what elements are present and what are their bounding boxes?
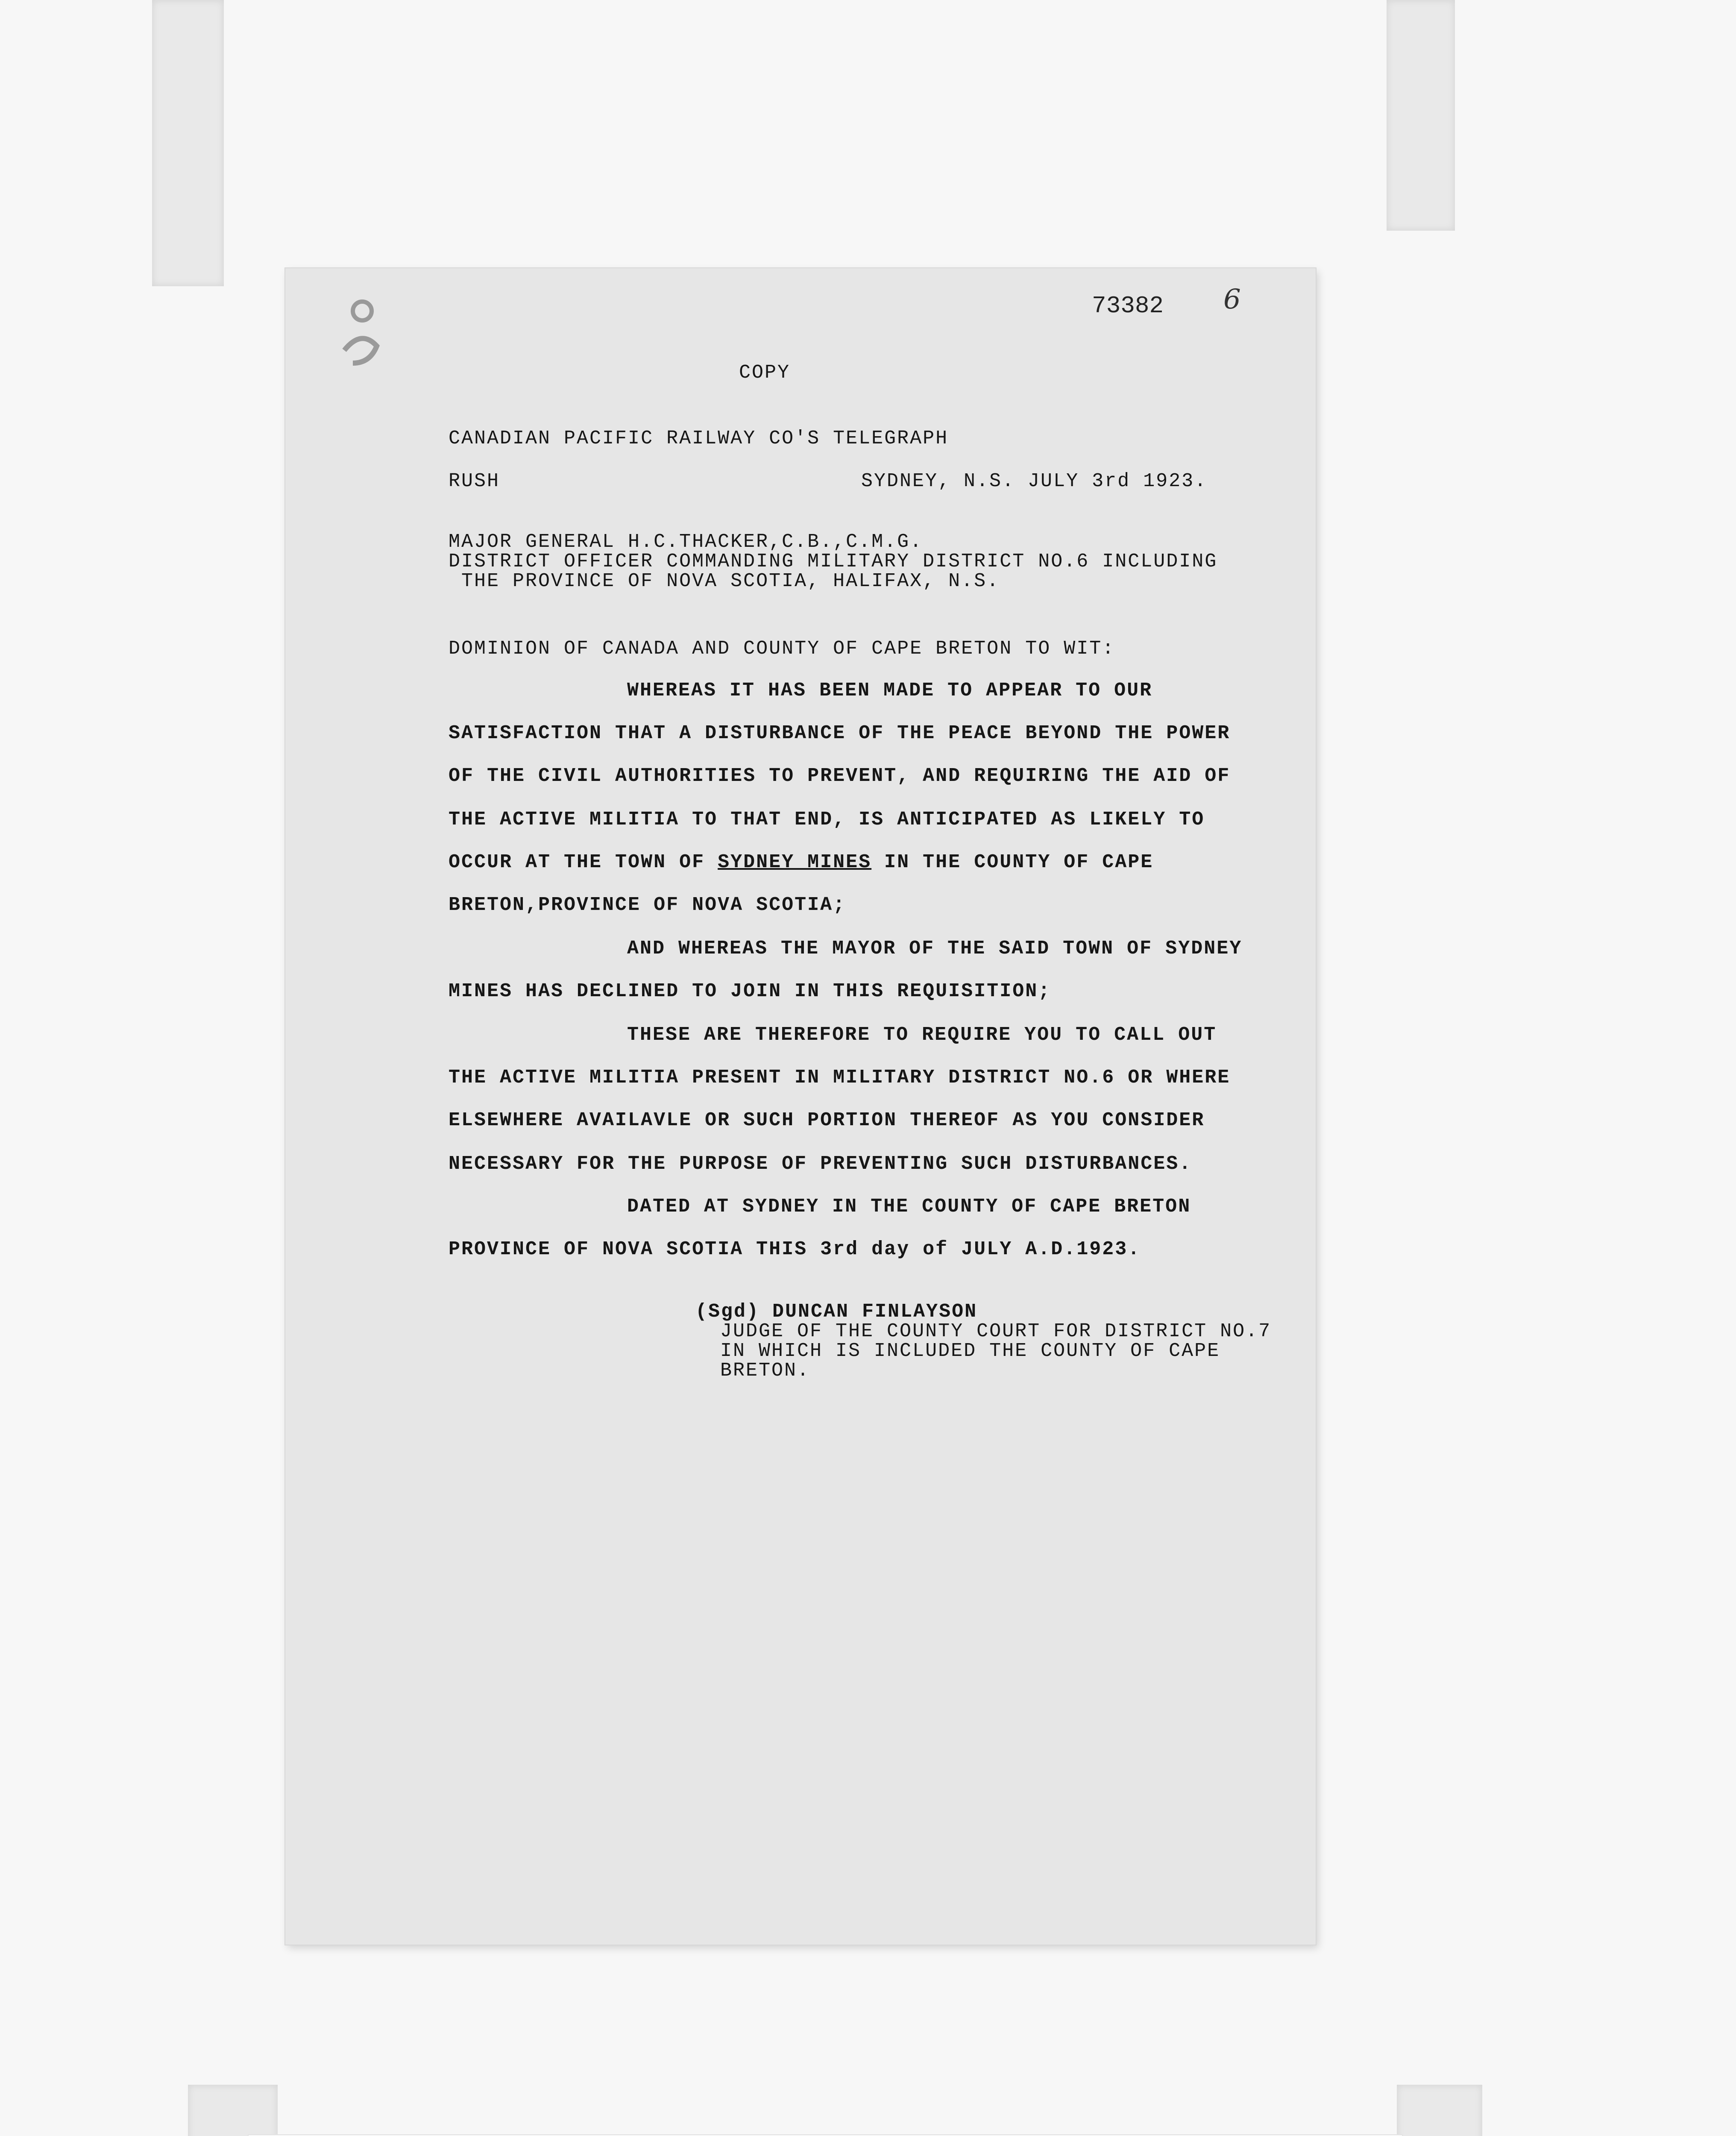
body-line: AND WHEREAS THE MAYOR OF THE SAID TOWN OF SYDNEY xyxy=(627,938,1243,959)
place-date: SYDNEY, N.S. JULY 3rd 1923. xyxy=(861,470,1208,492)
signature-line: IN WHICH IS INCLUDED THE COUNTY OF CAPE xyxy=(720,1340,1220,1362)
mounting-tape-top-left xyxy=(152,0,224,286)
body-line: SATISFACTION THAT A DISTURBANCE OF THE PEACE BEYOND THE POWER xyxy=(449,722,1231,744)
document-number: 73382 xyxy=(1092,292,1164,320)
body-line: OF THE CIVIL AUTHORITIES TO PREVENT, AND REQUIRING THE AID OF xyxy=(449,765,1231,787)
signature-line: BRETON. xyxy=(720,1360,810,1382)
signature-line: JUDGE OF THE COUNTY COURT FOR DISTRICT NO.7 xyxy=(720,1320,1272,1342)
mounting-tape-bottom-left xyxy=(188,2085,278,2136)
stamp-mark-icon xyxy=(336,299,387,372)
body-line: MINES HAS DECLINED TO JOIN IN THIS REQUISITION; xyxy=(449,980,1051,1002)
body-line: THE ACTIVE MILITIA TO THAT END, IS ANTICIPATED AS LIKELY TO xyxy=(449,809,1205,830)
signature-line: (Sgd) DUNCAN FINLAYSON xyxy=(695,1301,978,1323)
body-line: PROVINCE OF NOVA SCOTIA THIS 3rd day of JULY A.D.1923. xyxy=(449,1238,1141,1260)
copy-label: COPY xyxy=(739,362,791,384)
mounting-tape-top-right xyxy=(1387,0,1455,231)
body-line: BRETON,PROVINCE OF NOVA SCOTIA; xyxy=(449,894,846,916)
telegraph-heading: CANADIAN PACIFIC RAILWAY CO'S TELEGRAPH xyxy=(449,428,949,449)
jurisdiction-line: DOMINION OF CANADA AND COUNTY OF CAPE BRETON TO WIT: xyxy=(449,638,1115,660)
telegram-document xyxy=(285,268,1316,1945)
body-line: DATED AT SYDNEY IN THE COUNTY OF CAPE BRETON xyxy=(627,1196,1191,1218)
addressee-line: THE PROVINCE OF NOVA SCOTIA, HALIFAX, N.S. xyxy=(449,570,1000,592)
addressee-line: MAJOR GENERAL H.C.THACKER,C.B.,C.M.G. xyxy=(449,531,923,553)
mounting-tape-bottom-right xyxy=(1397,2085,1482,2136)
body-line-start: OCCUR AT THE TOWN OF xyxy=(449,851,718,873)
priority-label: RUSH xyxy=(449,470,500,492)
body-line-with-place xyxy=(449,850,1153,875)
body-line: WHEREAS IT HAS BEEN MADE TO APPEAR TO OUR xyxy=(627,680,1153,701)
body-line: THESE ARE THEREFORE TO REQUIRE YOU TO CALL OUT xyxy=(627,1024,1217,1046)
body-line: THE ACTIVE MILITIA PRESENT IN MILITARY DISTRICT NO.6 OR WHERE xyxy=(449,1067,1231,1089)
addressee-line: DISTRICT OFFICER COMMANDING MILITARY DISTRICT NO.6 INCLUDING xyxy=(449,551,1218,572)
body-line-end: IN THE COUNTY OF CAPE xyxy=(871,851,1154,873)
place-name-underlined: SYDNEY MINES xyxy=(718,851,872,873)
body-line: NECESSARY FOR THE PURPOSE OF PREVENTING SUCH DISTURBANCES. xyxy=(449,1153,1192,1175)
handwritten-page-number: 6 xyxy=(1223,284,1241,315)
body-line: ELSEWHERE AVAILAVLE OR SUCH PORTION THEREOF AS YOU CONSIDER xyxy=(449,1109,1205,1131)
